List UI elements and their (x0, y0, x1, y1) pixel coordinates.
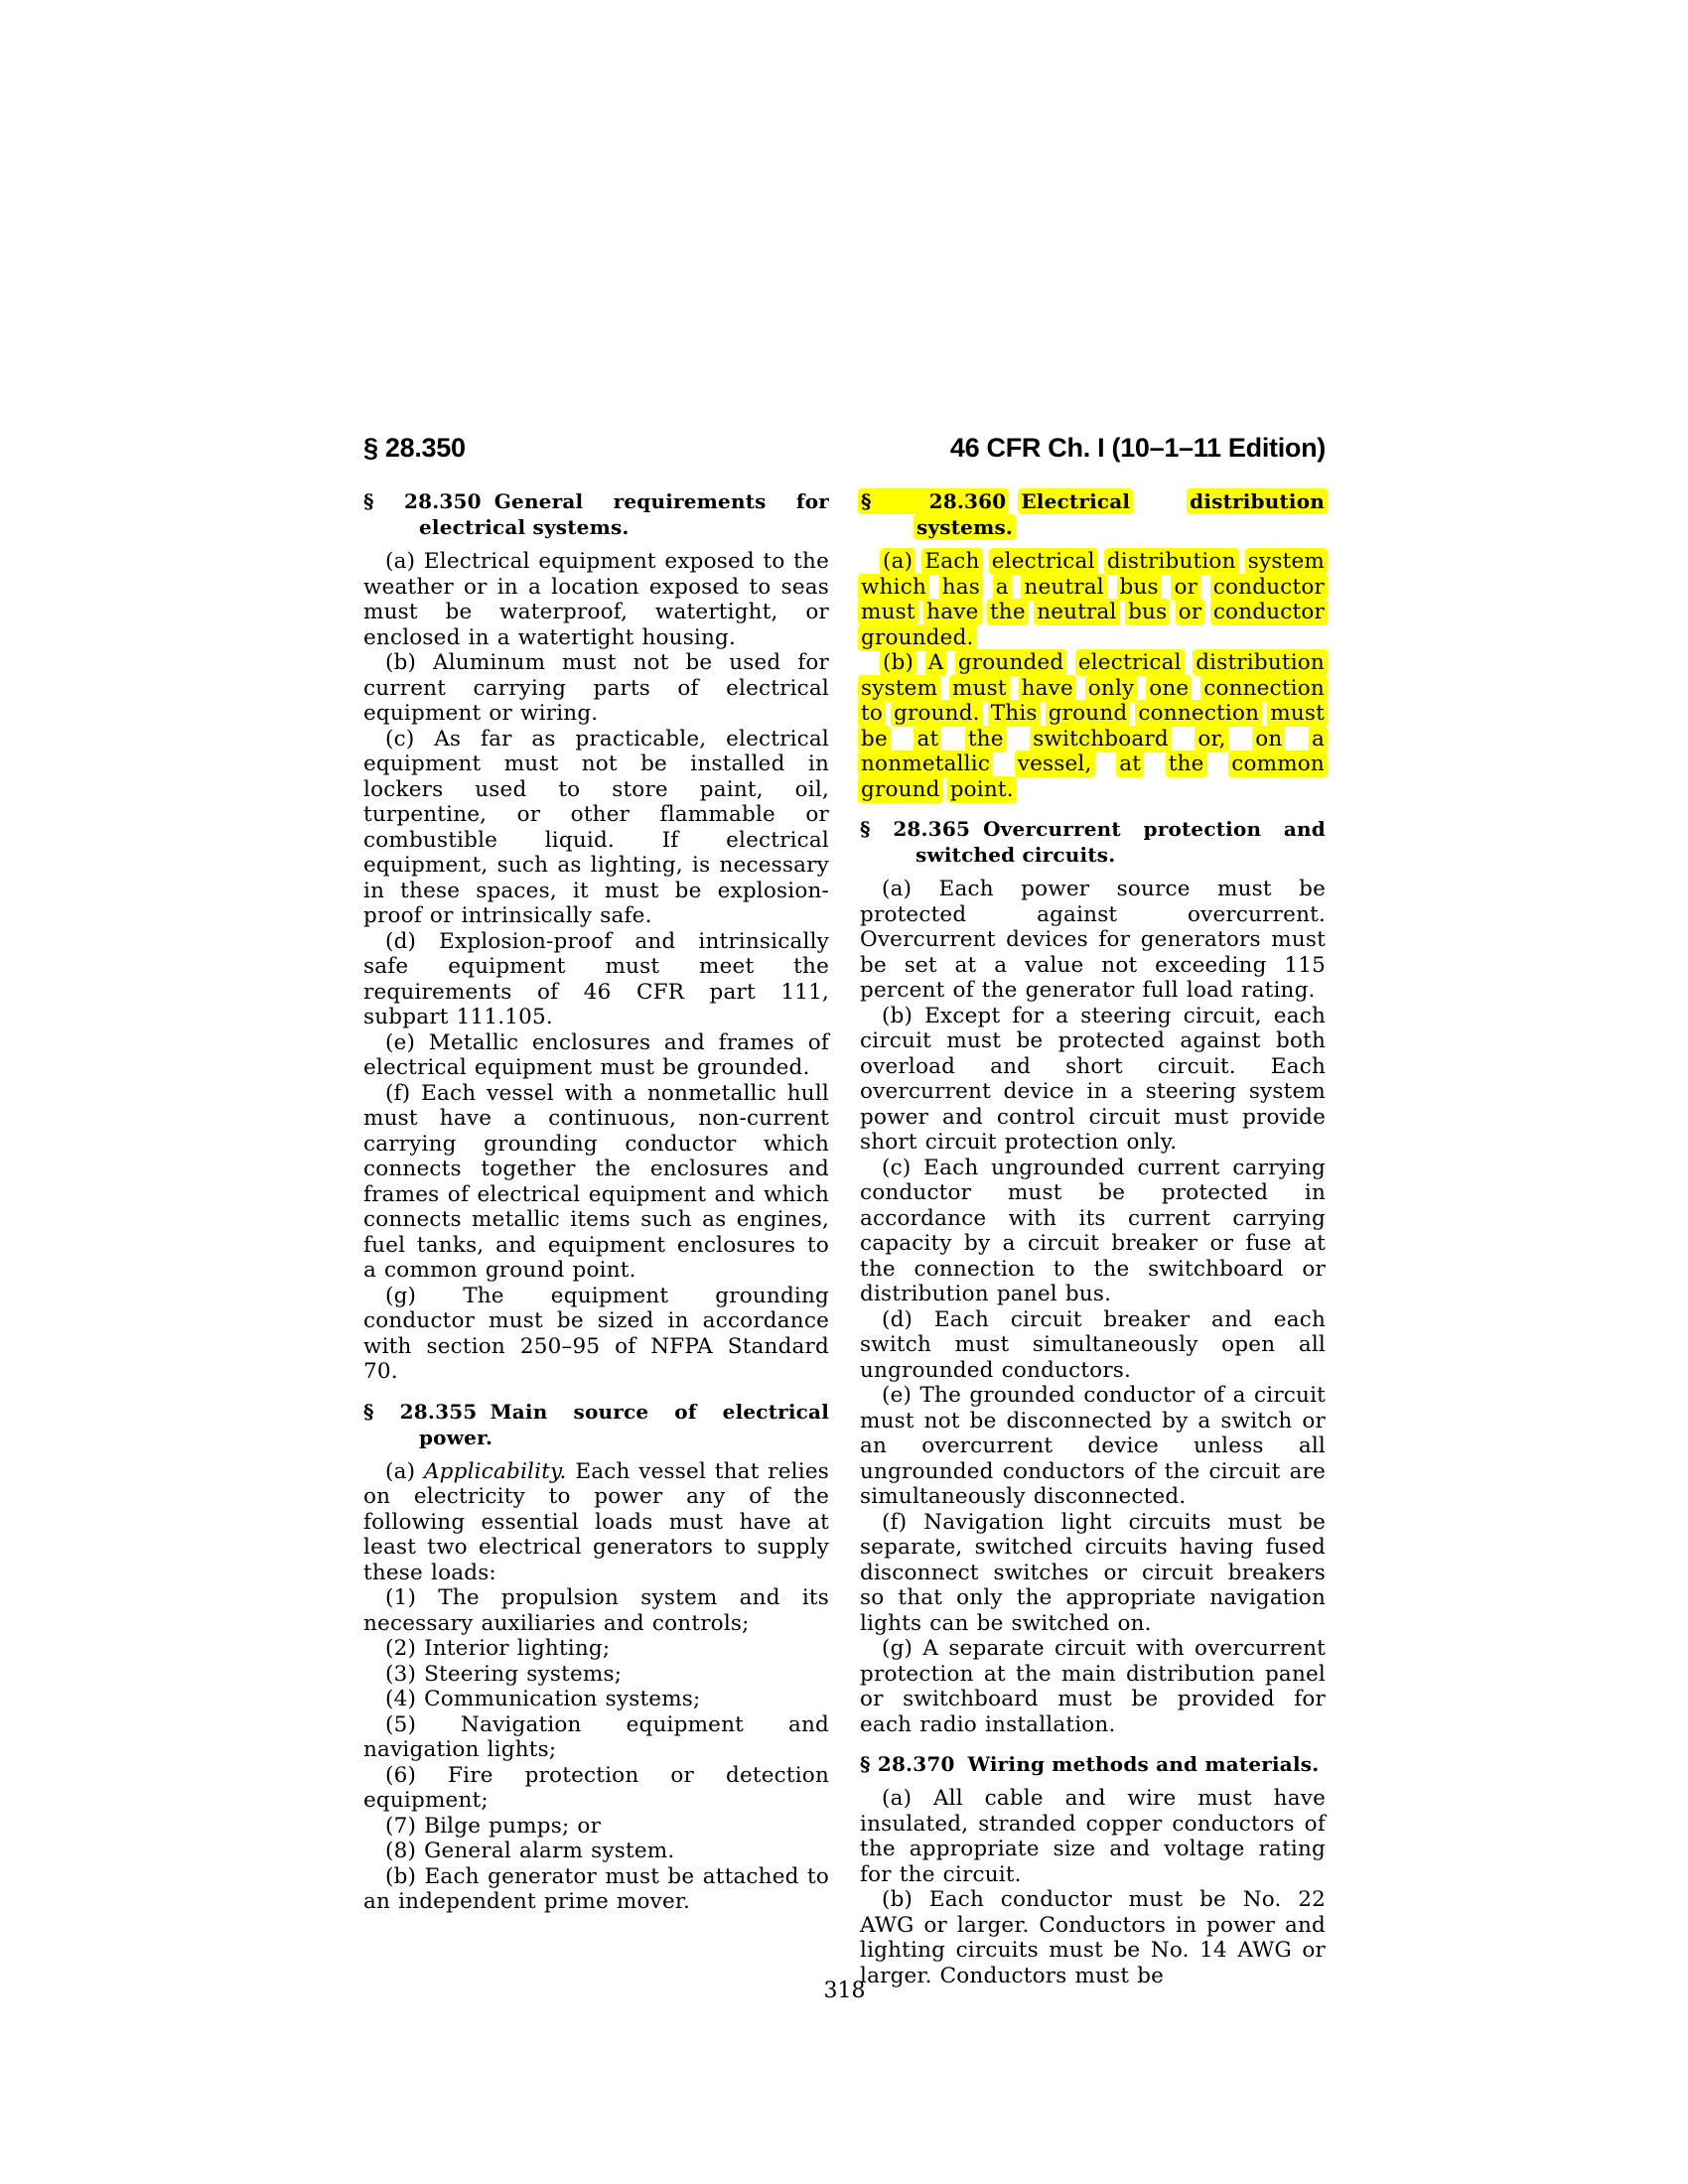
section-heading (363, 1399, 829, 1450)
highlighted-word: electrical (1075, 649, 1185, 676)
paragraph (860, 1636, 1326, 1737)
highlighted-word: a (993, 574, 1012, 601)
column-right (860, 488, 1326, 1988)
two-column-body (363, 488, 1326, 1988)
highlighted-word: bus (1125, 599, 1170, 625)
section (860, 1751, 1326, 1988)
text-run: (a) All cable and wire must have insulated, stranded copper conductors of the appropriate size and voltage rating for the circuit. (860, 1786, 1326, 1887)
highlighted-word: connection (1135, 700, 1262, 727)
highlighted-word: system (858, 675, 940, 702)
highlighted-word: nonmetallic (858, 751, 993, 777)
text-run: (c) Each ungrounded current carrying conductor must be protected in accordance with its current carrying capacity by a circuit breaker or fuse at the connection to the switchboard or distribution panel bus. (860, 1155, 1326, 1306)
highlighted-word: common (1228, 751, 1328, 777)
highlighted-word: be (858, 726, 891, 752)
paragraph (363, 1459, 829, 1586)
section (860, 488, 1326, 802)
section-heading (860, 488, 1326, 540)
section-number: § 28.370 (860, 1752, 955, 1776)
text-run: (d) Each circuit breaker and each switch must simultaneously open all ungrounded conductors. (860, 1306, 1326, 1383)
paragraph (860, 549, 1326, 650)
highlighted-word: neutral (1021, 574, 1106, 601)
paragraph (363, 1030, 829, 1081)
highlighted-word: or (1171, 574, 1200, 601)
text-run: (5) Navigation equipment and navigation lights; (363, 1711, 829, 1762)
column-left (363, 488, 829, 1988)
highlighted-word: A (925, 649, 947, 676)
paragraph (860, 1307, 1326, 1384)
highlighted-word: Electrical (1018, 488, 1133, 514)
paragraph (363, 1712, 829, 1763)
highlighted-word: the (1166, 751, 1207, 777)
highlighted-word: which (858, 574, 929, 601)
text-run: Each vessel that relies on electricity to power any of the following essential loads must have at least two electrical generators to supply these loads: (363, 1458, 829, 1585)
highlighted-word: or (1176, 599, 1205, 625)
paragraph (363, 1284, 829, 1385)
header-section-number: § 28.350 (363, 433, 466, 463)
highlighted-word: distribution (1187, 488, 1328, 514)
highlighted-word: has (939, 574, 983, 601)
paragraph (860, 1383, 1326, 1510)
highlighted-word: on (1252, 726, 1285, 752)
text-run: (e) Metallic enclosures and frames of electrical equipment must be grounded. (363, 1029, 829, 1080)
paragraph (860, 650, 1326, 802)
highlighted-word: have (1019, 675, 1076, 702)
highlighted-word: ground (1046, 700, 1131, 727)
highlighted-word: one (1146, 675, 1192, 702)
text-run: (6) Fire protection or detection equipment; (363, 1762, 829, 1813)
section-heading (363, 488, 829, 540)
highlighted-word: (a) (880, 548, 915, 575)
highlighted-word: to (858, 700, 886, 727)
highlighted-word: (b) (880, 649, 916, 676)
paragraph (363, 1662, 829, 1688)
text-run: (g) The equipment grounding conductor must be sized in accordance with section 250–95 of NFPA Standard 70. (363, 1283, 829, 1384)
text-run: (b) Each conductor must be No. 22 AWG or larger. Conductors in power and lighting circuits must be No. 14 AWG or larger. Conductors must be (860, 1887, 1326, 1988)
paragraph (363, 1687, 829, 1712)
highlighted-word: ground. (891, 700, 983, 727)
highlighted-word: grounded. (858, 624, 977, 651)
highlighted-word: at (914, 726, 941, 752)
highlighted-word: systems. (914, 514, 1016, 540)
text-run: Main source of electrical power. (419, 1399, 829, 1449)
text-run: (e) The grounded conductor of a circuit must not be disconnected by a switch or an overcurrent device unless all ungrounded conductors of the circuit are simultaneously disconnected. (860, 1383, 1326, 1509)
section-heading (860, 1751, 1326, 1777)
text-run: (7) Bilge pumps; or (385, 1813, 602, 1839)
section-number: § 28.360 (858, 488, 1009, 514)
paragraph (363, 1081, 829, 1284)
text-run: (b) Except for a steering circuit, each circuit must be protected against both overload and short circuit. Each overcurrent device in a steering system power and control circuit must provide short circuit protection only. (860, 1003, 1326, 1155)
paragraph (860, 1156, 1326, 1307)
text-run: (g) A separate circuit with overcurrent protection at the main distribution panel or switchboard must be provided for each radio installation. (860, 1636, 1326, 1737)
highlighted-word: must (858, 599, 918, 625)
paragraph (363, 1763, 829, 1814)
paragraph (363, 650, 829, 727)
text-run: (a) Each power source must be protected against overcurrent. Overcurrent devices for generators must be set at a value not exceeding 115 percent of the generator full load rating. (860, 877, 1326, 1003)
text-run: (c) As far as practicable, electrical equipment must not be installed in lockers used to store paint, oil, turpentine, or other flammable or combustible liquid. If electrical equipment, such as lighting, is necessary in these spaces, it must be explosion-proof or intrinsically safe. (363, 726, 829, 928)
highlighted-word: at (1116, 751, 1144, 777)
text-run: (8) General alarm system. (385, 1839, 675, 1863)
highlighted-word: This (988, 700, 1041, 727)
text-run: (3) Steering systems; (385, 1661, 623, 1687)
highlighted-word: conductor (1210, 574, 1328, 601)
text-run: (a) Electrical equipment exposed to the weather or in a location exposed to seas must be waterproof, watertight, or enclosed in a watertight housing. (363, 549, 829, 650)
highlighted-word: distribution (1193, 649, 1328, 676)
highlighted-word: bus (1117, 574, 1162, 601)
text-run: Wiring methods and materials. (967, 1752, 1320, 1776)
paragraph (363, 727, 829, 929)
text-run: (f) Each vessel with a nonmetallic hull must have a continuous, non-current carrying grounding conductor which connects together the enclosures and frames of electrical equipment and which connects metallic items such as engines, fuel tanks, and equipment enclosures to a common ground point. (363, 1080, 829, 1283)
highlighted-word: the (965, 726, 1007, 752)
text-run: (b) Each generator must be attached to an independent prime mover. (363, 1863, 829, 1914)
text-run: General requirements for electrical systems. (419, 489, 829, 539)
highlighted-word: ground (858, 776, 943, 803)
highlighted-word: connection (1200, 675, 1328, 702)
text-run: (f) Navigation light circuits must be separate, switched circuits having fused disconnect switches or circuit breakers so that only the appropriate navigation lights can be switched on. (860, 1509, 1326, 1636)
highlighted-word: distribution (1104, 548, 1239, 575)
highlighted-word: only (1085, 675, 1138, 702)
highlighted-word: must (1267, 700, 1328, 727)
page-number: 318 (823, 1979, 866, 2003)
section-number: § 28.350 (363, 489, 482, 513)
text-run: (4) Communication systems; (385, 1687, 701, 1711)
text-run: (a) (385, 1458, 424, 1484)
section (363, 1399, 829, 1915)
paragraph (363, 1864, 829, 1915)
highlighted-word: point. (947, 776, 1017, 803)
text-run: Applicability. (423, 1458, 567, 1484)
highlighted-word: vessel, (1015, 751, 1095, 777)
section-heading (860, 816, 1326, 868)
text-run: (1) The propulsion system and its necessary auxiliaries and controls; (363, 1585, 829, 1636)
section (860, 816, 1326, 1737)
paragraph (363, 549, 829, 650)
highlighted-word: switchboard (1030, 726, 1172, 752)
section-number: § 28.355 (363, 1399, 478, 1424)
highlighted-word: the (987, 599, 1029, 625)
paragraph (363, 929, 829, 1030)
paragraph (860, 1786, 1326, 1887)
header-edition-label: 46 CFR Ch. I (10–1–11 Edition) (949, 433, 1326, 463)
highlighted-word: have (923, 599, 981, 625)
text-run: (b) Aluminum must not be used for current carrying parts of electrical equipment or wiring. (363, 650, 829, 726)
running-header (363, 433, 1326, 463)
text-run: (d) Explosion-proof and intrinsically safe equipment must meet the requirements of 46 CFR part 111, subpart 111.105. (363, 928, 829, 1029)
paragraph (860, 877, 1326, 1004)
paragraph (363, 1585, 829, 1636)
highlighted-word: Each (921, 548, 982, 575)
highlighted-word: grounded (955, 649, 1067, 676)
highlighted-word: or, (1195, 726, 1228, 752)
text-run: (2) Interior lighting; (385, 1636, 611, 1661)
highlighted-word: neutral (1034, 599, 1119, 625)
paragraph (860, 1510, 1326, 1637)
paragraph (860, 1887, 1326, 1988)
highlighted-word: electrical (989, 548, 1098, 575)
highlighted-word: must (949, 675, 1010, 702)
paragraph (363, 1814, 829, 1840)
paragraph (363, 1636, 829, 1662)
text-run: Overcurrent protection and switched circuits. (915, 817, 1326, 867)
highlighted-word: system (1245, 548, 1328, 575)
paragraph (363, 1839, 829, 1864)
section-number: § 28.365 (860, 817, 971, 841)
highlighted-word: conductor (1210, 599, 1328, 625)
highlighted-word: a (1309, 726, 1328, 752)
section (363, 488, 829, 1385)
paragraph (860, 1004, 1326, 1156)
